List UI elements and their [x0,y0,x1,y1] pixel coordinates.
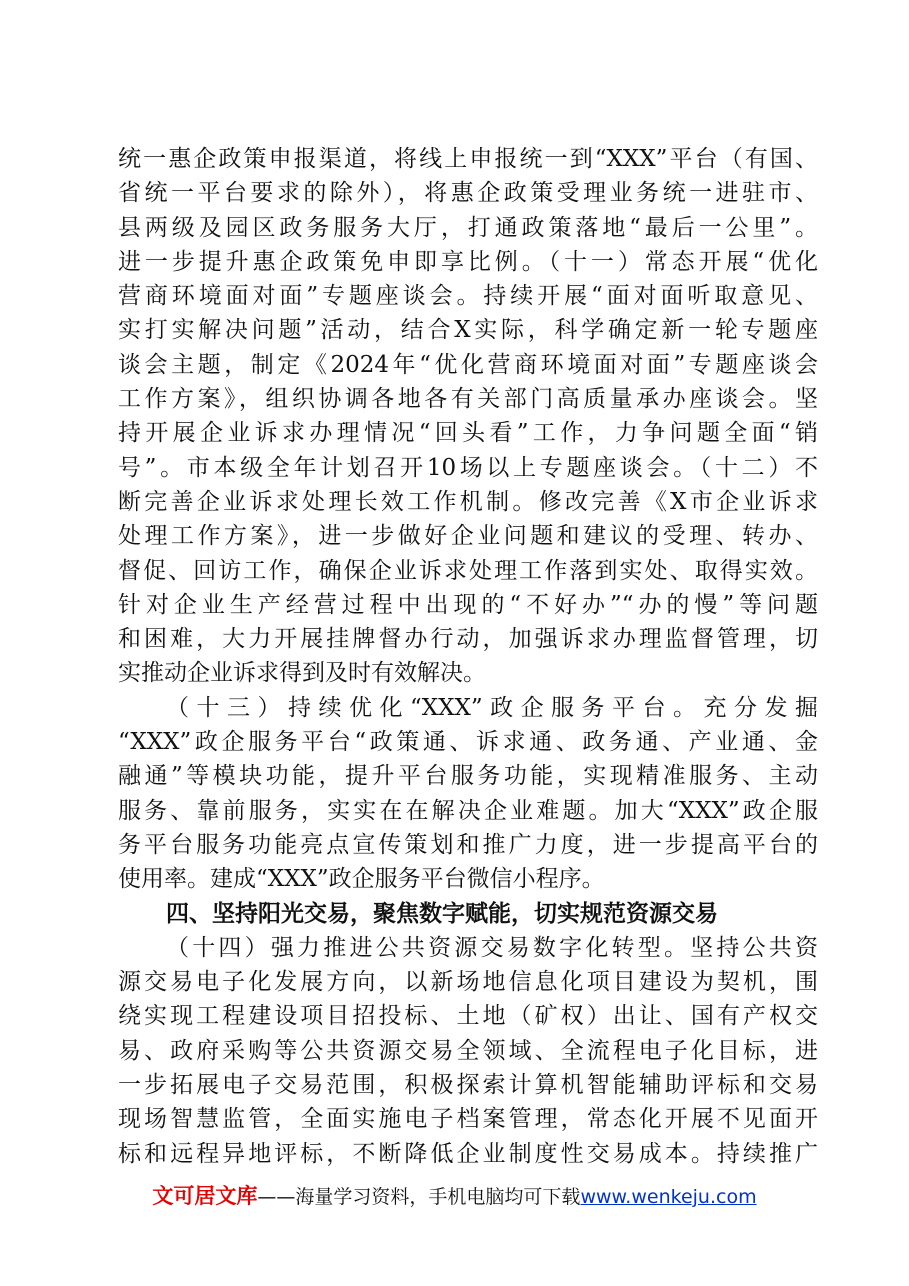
footer-banner [0,1180,909,1210]
website-link[interactable]: www.wenkeju.com [580,1186,757,1208]
text-line: 实推动企业诉求得到及时有效解决。 [118,660,486,687]
text-line: 持开展企业诉求办理情况“回头看”工作，力争问题全面“销 [118,420,818,447]
text-line: 易、政府采购等公共资源交易全领域、全流程电子化目标，进 [118,1037,818,1064]
text-line: 一步拓展电子交易范围，积极探索计算机智能辅助评标和交易 [118,1072,818,1099]
text-line: 源交易电子化发展方向，以新场地信息化项目建设为契机，围 [118,969,818,996]
text-line: 营商环境面对面”专题座谈会。持续开展“面对面听取意见、 [118,283,818,310]
text-line: 使用率。建成“XXX”政企服务平台微信小程序。 [118,866,605,893]
text-line: 融通”等模块功能，提升平台服务功能，实现精准服务、主动 [118,763,818,790]
text-line: 现场智慧监管，全面实施电子档案管理，常态化开展不见面开 [118,1106,818,1133]
text-line: 和困难，大力开展挂牌督办行动，加强诉求办理监督管理，切 [118,626,818,653]
text-line: 号”。市本级全年计划召开10场以上专题座谈会。（十二）不 [118,454,818,481]
text-line: 实打实解决问题”活动，结合X实际，科学确定新一轮专题座 [118,317,818,344]
text-line: 谈会主题，制定《2024年“优化营商环境面对面”专题座谈会 [118,351,818,378]
text-line: 工作方案》，组织协调各地各有关部门高质量承办座谈会。坚 [118,386,818,413]
text-line: 督促、回访工作，确保企业诉求处理工作落到实处、取得实效。 [118,557,818,584]
text-line: 县两级及园区政务服务大厅，打通政策落地“最后一公里”。 [118,214,818,241]
text-line: 统一惠企政策申报渠道，将线上申报统一到“XXX”平台（有国、 [118,146,818,172]
text-line: （十四）强力推进公共资源交易数字化转型。坚持公共资 [166,934,818,961]
text-line: 服务、靠前服务，实实在在解决企业难题。加大“XXX”政企服 [118,797,818,824]
text-line: 标和远程异地评标，不断降低企业制度性交易成本。持续推广 [118,1140,818,1167]
text-line: 断完善企业诉求处理长效工作机制。修改完善《X市企业诉求 [118,488,818,515]
text-line: 针对企业生产经营过程中出现的“不好办”“办的慢”等问题 [118,591,818,618]
text-line: 务平台服务功能亮点宣传策划和推广力度，进一步提高平台的 [118,831,818,858]
text-line: （十三）持续优化“XXX”政企服务平台。充分发掘 [166,694,818,721]
footer-tagline: ——海量学习资料，手机电脑均可下载 [257,1186,581,1208]
section-heading: 四、坚持阳光交易，聚焦数字赋能，切实规范资源交易 [166,900,718,927]
text-line: 处理工作方案》，进一步做好企业问题和建议的受理、转办、 [118,523,818,550]
text-line: 绕实现工程建设项目招投标、土地（矿权）出让、国有产权交 [118,1003,818,1030]
text-line: 进一步提升惠企政策免申即享比例。（十一）常态开展“优化 [118,248,818,275]
brand-name: 文可居文库 [152,1184,258,1208]
text-line: 省统一平台要求的除外），将惠企政策受理业务统一进驻市、 [118,180,818,207]
body-text [118,142,818,1171]
text-line: “XXX”政企服务平台“政策通、诉求通、政务通、产业通、金 [118,729,818,756]
